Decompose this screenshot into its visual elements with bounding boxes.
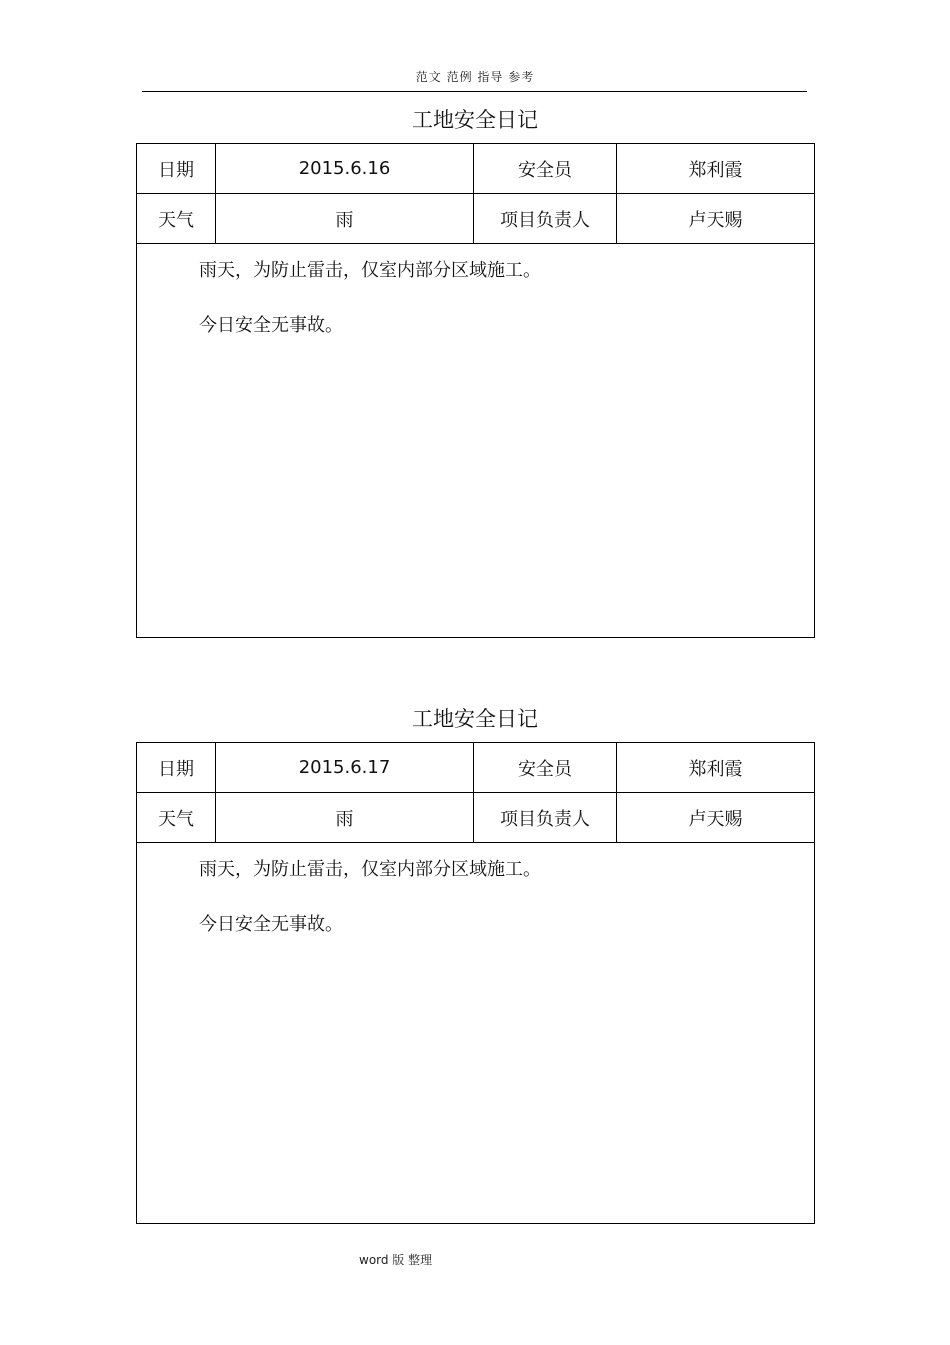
page-footer: word 版 整理 (359, 1253, 433, 1267)
safety-officer-value: 郑利霞 (617, 743, 815, 793)
project-manager-label: 项目负责人 (474, 194, 617, 244)
weather-label: 天气 (137, 793, 216, 843)
weather-value: 雨 (216, 793, 474, 843)
page-header: 范文 范例 指导 参考 (415, 70, 535, 84)
date-label: 日期 (137, 144, 216, 194)
table-row (137, 743, 815, 793)
safety-officer-label: 安全员 (474, 144, 617, 194)
date-label: 日期 (137, 743, 216, 793)
weather-label: 天气 (137, 194, 216, 244)
date-value: 2015.6.16 (216, 144, 474, 194)
log-entry-line: 今日安全无事故。 (199, 315, 343, 336)
log-table (136, 742, 815, 1224)
log-entry-line: 雨天，为防止雷击，仅室内部分区域施工。 (199, 260, 541, 281)
safety-officer-value: 郑利霞 (617, 144, 815, 194)
header-divider (142, 91, 807, 92)
table-row (137, 843, 815, 1224)
safety-officer-label: 安全员 (474, 743, 617, 793)
log-content (137, 843, 815, 1224)
weather-value: 雨 (216, 194, 474, 244)
log-title: 工地安全日记 (412, 707, 538, 731)
log-entry-line: 雨天，为防止雷击，仅室内部分区域施工。 (199, 859, 541, 880)
log-content (137, 244, 815, 638)
log-entry-line: 今日安全无事故。 (199, 914, 343, 935)
project-manager-value: 卢天赐 (617, 194, 815, 244)
project-manager-label: 项目负责人 (474, 793, 617, 843)
log-table (136, 143, 815, 638)
table-row (137, 793, 815, 843)
table-row (137, 244, 815, 638)
log-title: 工地安全日记 (412, 108, 538, 132)
table-row (137, 144, 815, 194)
table-row (137, 194, 815, 244)
project-manager-value: 卢天赐 (617, 793, 815, 843)
date-value: 2015.6.17 (216, 743, 474, 793)
